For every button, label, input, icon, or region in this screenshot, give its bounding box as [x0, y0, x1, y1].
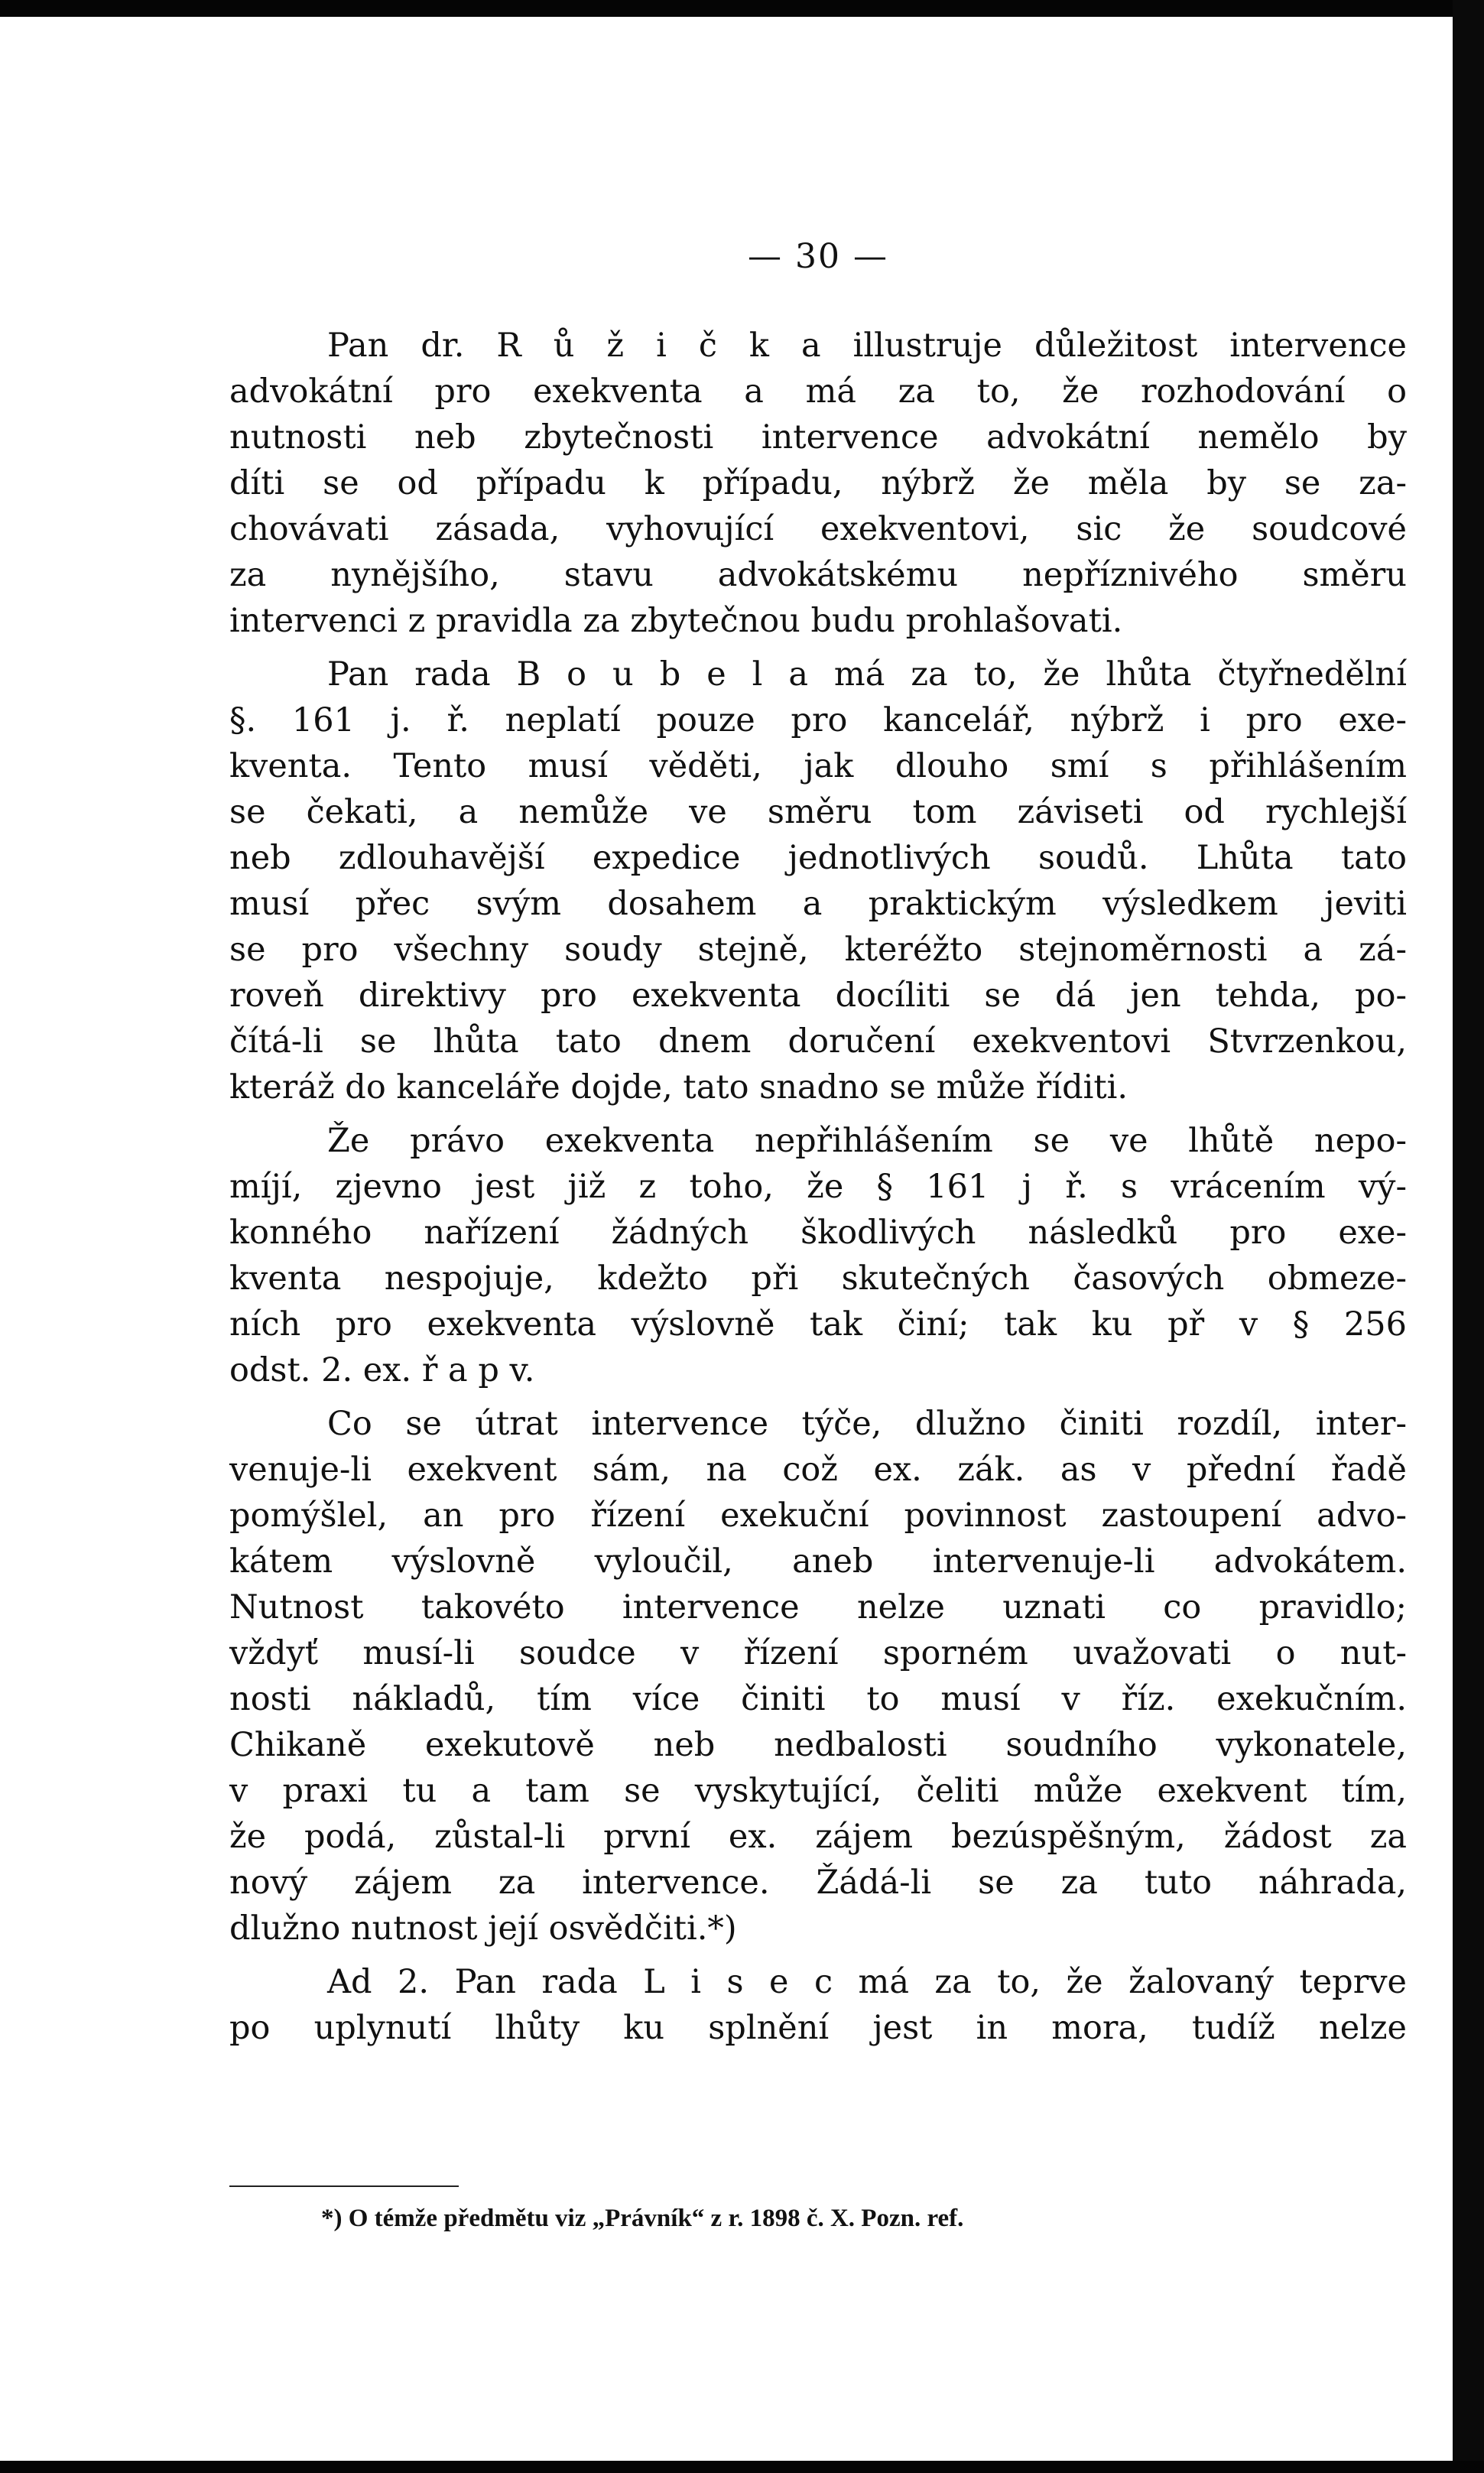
text-line: čítá-li se lhůta tato dnem doručení exekventovi Stvrzenkou,: [229, 1022, 1407, 1061]
text-line: díti se od případu k případu, nýbrž že měla by se za-: [229, 464, 1407, 502]
text-line: za nynějšího, stavu advokátskému nepříznivého směru: [229, 556, 1407, 594]
text-line: kventa nespojuje, kdežto při skutečných časových obmeze-: [229, 1259, 1407, 1298]
text-line: §. 161 j. ř. neplatí pouze pro kancelář, nýbrž i pro exe-: [229, 701, 1407, 739]
text-line: Pan dr. R ů ž i č k a illustruje důležitost intervence: [327, 327, 1407, 365]
text-line: chovávati zásada, vyhovující exekventovi, sic že soudcové: [229, 510, 1407, 548]
text-line: nosti nákladů, tím více činiti to musí v říz. exekučním.: [229, 1680, 1407, 1718]
text-line: se pro všechny soudy stejně, kteréžto stejnoměrnosti a zá-: [229, 931, 1407, 969]
text-line: kátem výslovně vyloučil, aneb intervenuje-li advokátem.: [229, 1542, 1407, 1581]
text-line: dlužno nutnost její osvědčiti.*): [229, 1909, 737, 1948]
text-line: intervenci z pravidla za zbytečnou budu prohlašovati.: [229, 602, 1123, 640]
text-line: vždyť musí-li soudce v řízení sporném uvažovati o nut-: [229, 1634, 1407, 1672]
text-line: Chikaně exekutově neb nedbalosti soudního vykonatele,: [229, 1726, 1407, 1764]
text-line: Pan rada B o u b e l a má za to, že lhůta čtyřnedělní: [327, 655, 1407, 694]
text-line: v praxi tu a tam se vyskytující, čeliti může exekvent tím,: [229, 1772, 1407, 1810]
text-line: míjí, zjevno jest již z toho, že § 161 j ř. s vrácením vý-: [229, 1168, 1407, 1206]
text-line: nový zájem za intervence. Žádá-li se za tuto náhrada,: [229, 1864, 1407, 1902]
book-page: [0, 17, 1453, 2461]
text-line: se čekati, a nemůže ve směru tom záviseti od rychlejší: [229, 793, 1407, 831]
text-line: musí přec svým dosahem a praktickým výsledkem jeviti: [229, 885, 1407, 923]
text-line: pomýšlel, an pro řízení exekuční povinnost zastoupení advo-: [229, 1496, 1407, 1535]
text-line: venuje-li exekvent sám, na což ex. zák. as v přední řadě: [229, 1451, 1407, 1489]
footnote: *) O témže předmětu viz „Právník“ z r. 1898 č. X. Pozn. ref.: [321, 2205, 964, 2232]
text-line: Nutnost takovéto intervence nelze uznati co pravidlo;: [229, 1588, 1407, 1626]
footnote-rule: [229, 2185, 459, 2187]
scan-bottom-border: [0, 2461, 1484, 2473]
text-line: kventa. Tento musí věděti, jak dlouho smí s přihlášením: [229, 747, 1407, 785]
text-line: odst. 2. ex. ř a p v.: [229, 1351, 535, 1389]
scan-right-border: [1453, 0, 1484, 2473]
text-line: advokátní pro exekventa a má za to, že rozhodování o: [229, 372, 1407, 411]
text-line: po uplynutí lhůty ku splnění jest in mora, tudíž nelze: [229, 2009, 1407, 2047]
scan-top-border: [0, 0, 1484, 17]
text-line: ních pro exekventa výslovně tak činí; tak ku př v § 256: [229, 1305, 1407, 1344]
text-line: kteráž do kanceláře dojde, tato snadno se může říditi.: [229, 1068, 1128, 1107]
text-line: nutnosti neb zbytečnosti intervence advokátní nemělo by: [229, 418, 1407, 457]
text-line: Co se útrat intervence týče, dlužno činiti rozdíl, inter-: [327, 1405, 1407, 1443]
text-line: konného nařízení žádných škodlivých následků pro exe-: [229, 1214, 1407, 1252]
page-number: — 30 —: [748, 237, 888, 276]
text-line: že podá, zůstal-li první ex. zájem bezúspěšným, žádost za: [229, 1818, 1407, 1856]
text-line: Že právo exekventa nepřihlášením se ve lhůtě nepo-: [327, 1122, 1407, 1160]
text-line: Ad 2. Pan rada L i s e c má za to, že žalovaný teprve: [327, 1963, 1407, 2001]
text-line: neb zdlouhavější expedice jednotlivých soudů. Lhůta tato: [229, 839, 1407, 877]
text-line: roveň direktivy pro exekventa docíliti se dá jen tehda, po-: [229, 977, 1407, 1015]
